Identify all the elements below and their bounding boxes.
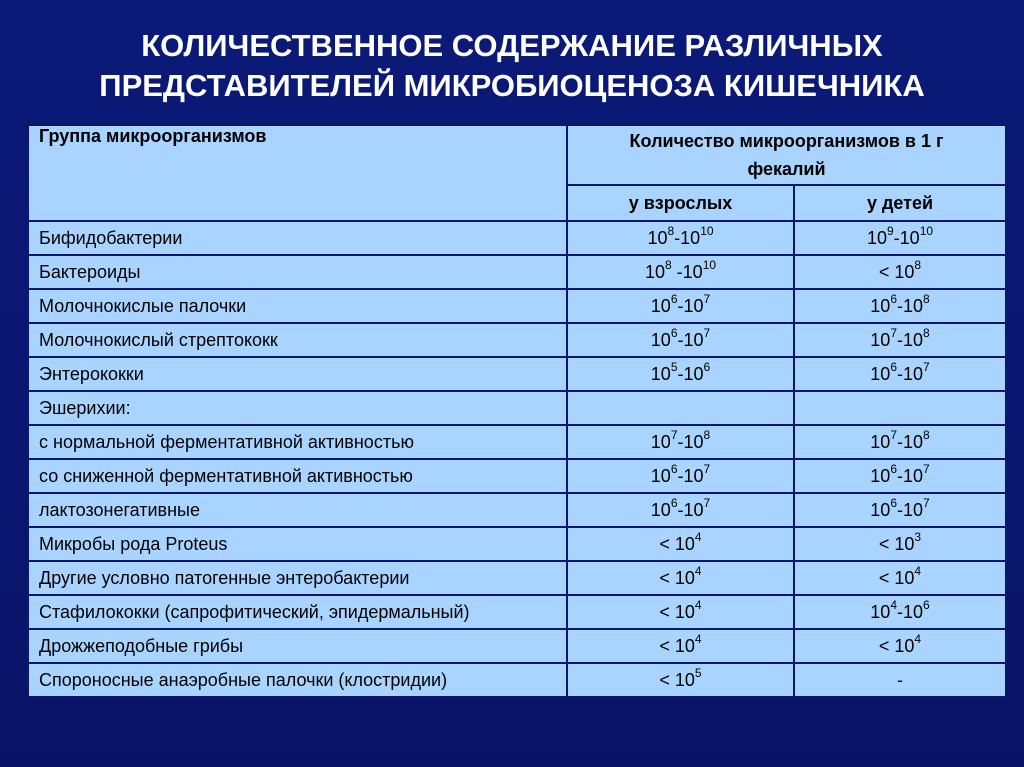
cell-group-name: лактозонегативные: [28, 493, 567, 527]
table-body: [28, 221, 1006, 697]
value-base: 10: [650, 295, 671, 316]
cell-adult: [567, 221, 794, 255]
value-exponent: 8: [923, 325, 930, 340]
cell-child: [794, 595, 1006, 629]
value-base: 10: [650, 499, 671, 520]
value-range: -10: [897, 431, 924, 452]
table-row: [28, 221, 1006, 255]
value-exponent: 4: [694, 563, 702, 578]
value-range: -10: [897, 295, 924, 316]
value-base: 10: [870, 431, 891, 452]
table-row: [28, 493, 1006, 527]
table-row: [28, 391, 1006, 425]
cell-adult: [567, 459, 794, 493]
cell-adult: [567, 527, 794, 561]
cell-group-name: с нормальной ферментативной активностью: [28, 425, 567, 459]
value-base: < 10: [659, 669, 695, 690]
value-exponent: 6: [890, 461, 897, 476]
value-exponent: 4: [694, 631, 702, 646]
value-exponent: 6: [923, 597, 930, 612]
cell-group-name: Спороносные анаэробные палочки (клостридии): [28, 663, 567, 697]
table-row: [28, 629, 1006, 663]
value-exponent: 7: [703, 325, 711, 340]
cell-group-name: Бифидобактерии: [28, 221, 567, 255]
value-base: < 10: [659, 601, 695, 622]
value-exponent: 10: [700, 223, 714, 238]
value-base: 10: [870, 499, 891, 520]
table-row: [28, 527, 1006, 561]
value-range: -10: [897, 499, 924, 520]
value-exponent: 6: [670, 291, 678, 306]
value-base: 10: [650, 329, 671, 350]
cell-group-name: Дрожжеподобные грибы: [28, 629, 567, 663]
value-base: 10: [650, 431, 671, 452]
cell-adult: [567, 629, 794, 663]
value-base: < 10: [878, 567, 915, 588]
value-base: < 10: [878, 261, 915, 282]
cell-group-name: Микробы рода Proteus: [28, 527, 567, 561]
value-base: 10: [650, 363, 671, 384]
value-range: -10: [677, 295, 704, 316]
microbiocenosis-table: [27, 124, 1007, 698]
header-group: Группа микроорганизмов: [28, 125, 567, 221]
value-exponent: 7: [703, 495, 711, 510]
value-range: -10: [677, 499, 704, 520]
cell-adult: [567, 391, 794, 425]
value-exponent: 4: [694, 529, 702, 544]
value-exponent: 6: [670, 325, 678, 340]
value-base: < 10: [659, 635, 695, 656]
value-base: < 10: [659, 533, 695, 554]
value-exponent: 6: [670, 461, 678, 476]
cell-child: [794, 255, 1006, 289]
cell-child: [794, 493, 1006, 527]
value-exponent: 7: [890, 325, 897, 340]
value-base: < 10: [878, 635, 915, 656]
header-children: у детей: [794, 185, 1006, 221]
table-row: [28, 561, 1006, 595]
cell-adult: [567, 595, 794, 629]
value-exponent: 7: [923, 359, 930, 374]
value-base: 10: [870, 601, 891, 622]
value-base: < 10: [878, 533, 915, 554]
value-range: -10: [897, 465, 924, 486]
cell-child: [794, 663, 1006, 697]
title-line-1: КОЛИЧЕСТВЕННОЕ СОДЕРЖАНИЕ РАЗЛИЧНЫХ: [141, 28, 883, 63]
cell-group-name: Другие условно патогенные энтеробактерии: [28, 561, 567, 595]
cell-adult: [567, 289, 794, 323]
cell-child: [794, 391, 1006, 425]
value-range: -10: [897, 363, 924, 384]
cell-child: [794, 357, 1006, 391]
value-exponent: 8: [923, 427, 930, 442]
value-range: -10: [677, 363, 704, 384]
header-adults: у взрослых: [567, 185, 794, 221]
value-range: -10: [893, 227, 920, 248]
value-exponent: 6: [890, 495, 897, 510]
value-exponent: 8: [664, 257, 672, 272]
value-exponent: 6: [890, 359, 897, 374]
value-exponent: 5: [694, 665, 702, 680]
table-row: [28, 323, 1006, 357]
table-row: [28, 357, 1006, 391]
value-exponent: 3: [914, 529, 922, 544]
value-range: -10: [671, 261, 703, 282]
table-row: [28, 663, 1006, 697]
cell-group-name: Молочнокислый стрептококк: [28, 323, 567, 357]
cell-group-name: Бактероиды: [28, 255, 567, 289]
value-range: -10: [897, 601, 924, 622]
cell-group-name: со сниженной ферментативной активностью: [28, 459, 567, 493]
value-base: 10: [870, 465, 891, 486]
cell-adult: [567, 493, 794, 527]
page-title: [0, 26, 1024, 106]
cell-child: [794, 323, 1006, 357]
value-exponent: 7: [703, 291, 711, 306]
table-row: [28, 595, 1006, 629]
cell-child: [794, 425, 1006, 459]
table-row: [28, 459, 1006, 493]
value-exponent: 5: [670, 359, 678, 374]
value-exponent: 7: [703, 461, 711, 476]
value-exponent: 6: [703, 359, 711, 374]
cell-adult: [567, 323, 794, 357]
header-count-line2: фекалий: [747, 159, 826, 179]
value-range: -10: [677, 329, 704, 350]
table-row: [28, 255, 1006, 289]
value-base: 10: [870, 295, 891, 316]
cell-child: [794, 289, 1006, 323]
value-exponent: 6: [890, 291, 897, 306]
cell-adult: [567, 357, 794, 391]
cell-child: [794, 629, 1006, 663]
value-exponent: 7: [890, 427, 897, 442]
cell-child: [794, 221, 1006, 255]
cell-group-name: Стафилококки (сапрофитический, эпидермальный): [28, 595, 567, 629]
value-base: 10: [866, 227, 887, 248]
value-exponent: 9: [886, 223, 894, 238]
header-count-line1: Количество микроорганизмов в 1 г: [629, 131, 944, 151]
value-exponent: 4: [890, 597, 897, 612]
cell-adult: [567, 255, 794, 289]
value-base: 10: [870, 363, 891, 384]
value-exponent: 7: [670, 427, 678, 442]
value-exponent: 8: [923, 291, 930, 306]
cell-child: [794, 527, 1006, 561]
title-line-2: ПРЕДСТАВИТЕЛЕЙ МИКРОБИОЦЕНОЗА КИШЕЧНИКА: [99, 68, 925, 103]
value-exponent: 8: [914, 257, 922, 272]
value-exponent: 8: [703, 427, 711, 442]
value-range: -10: [674, 227, 701, 248]
value-base: 10: [870, 329, 891, 350]
cell-group-name: Эшерихии:: [28, 391, 567, 425]
cell-child: [794, 561, 1006, 595]
value-base: < 10: [659, 567, 695, 588]
value-base: 10: [650, 465, 671, 486]
cell-group-name: Молочнокислые палочки: [28, 289, 567, 323]
value-base: -: [897, 669, 903, 690]
cell-adult: [567, 425, 794, 459]
value-range: -10: [677, 465, 704, 486]
cell-child: [794, 459, 1006, 493]
value-exponent: 10: [702, 257, 717, 272]
value-base: 10: [647, 227, 668, 248]
value-exponent: 4: [694, 597, 702, 612]
cell-adult: [567, 561, 794, 595]
value-exponent: 10: [919, 223, 934, 238]
value-base: 10: [644, 261, 665, 282]
cell-adult: [567, 663, 794, 697]
header-count: [567, 125, 1006, 185]
table-row: [28, 289, 1006, 323]
value-exponent: 7: [923, 461, 930, 476]
value-exponent: 6: [670, 495, 678, 510]
value-exponent: 4: [914, 563, 922, 578]
cell-group-name: Энтерококки: [28, 357, 567, 391]
table-row: [28, 425, 1006, 459]
value-exponent: 7: [923, 495, 930, 510]
value-range: -10: [897, 329, 924, 350]
value-exponent: 4: [914, 631, 922, 646]
value-exponent: 8: [667, 223, 675, 238]
value-range: -10: [677, 431, 704, 452]
